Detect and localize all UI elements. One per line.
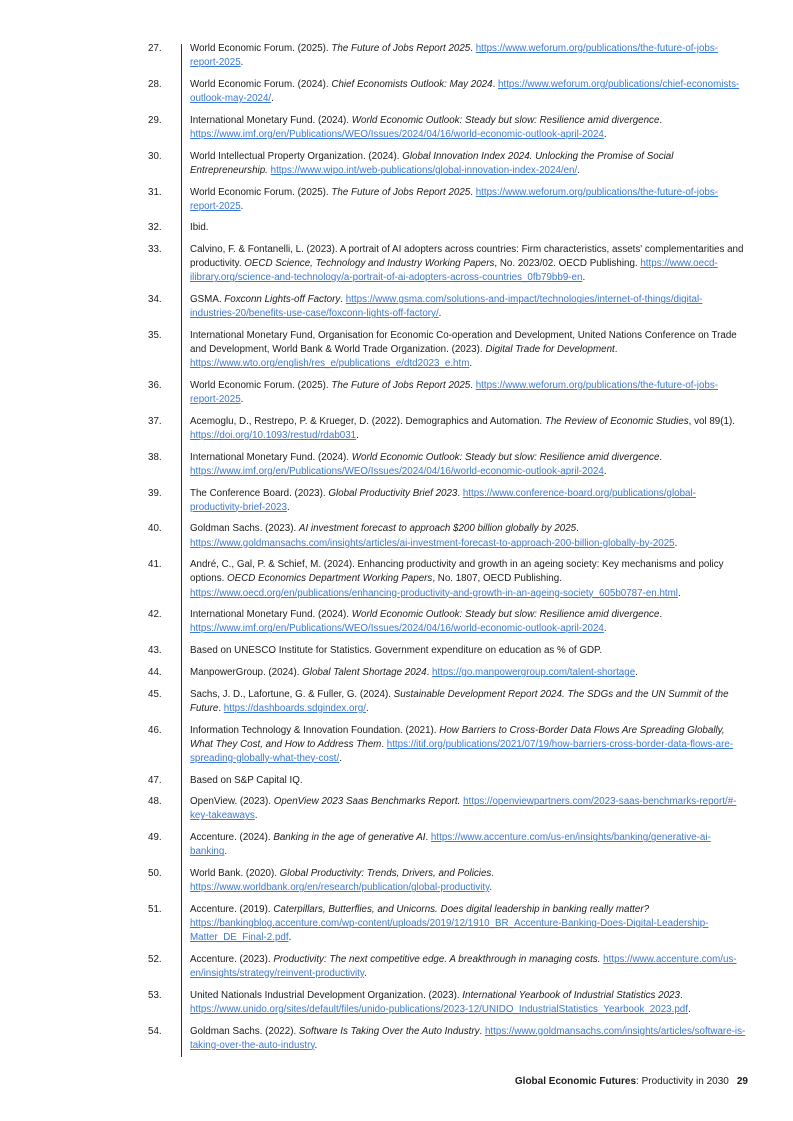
reference-segment: Accenture. (2023). [190,953,274,965]
reference-segment: World Economic Forum. (2025). [190,186,332,198]
reference-text [190,415,746,443]
reference-segment: Sachs, J. D., Lafortune, G. & Fuller, G. (2024). [190,688,394,700]
footer-report-title: Global Economic Futures [514,1076,637,1087]
reference-segment: . [438,308,442,320]
reference-item [0,487,793,515]
reference-text [190,724,746,766]
reference-number: 35. [148,330,162,341]
reference-segment: . [240,200,244,212]
reference-item [0,644,793,658]
reference-link[interactable]: https://itif.org/publications/2021/07/19/how-barriers-cross-border-data-flows-are-spreading-globally-what-they-cost/ [190,738,734,764]
reference-text [190,903,746,945]
reference-segment: . [356,429,359,441]
reference-number: 32. [148,222,162,234]
reference-segment: . [469,358,473,370]
reference-title: How Barriers to Cross-Border Data Flows Are Spreading Globally, What They Cost, and How to Address Them [190,724,725,750]
reference-segment: Calvino, F. & Fontanelli, L. (2023). A portrait of AI adopters across countries: Firm characteristics, assets' complementarities and productivity. [190,244,744,270]
reference-segment: International Monetary Fund, Organisation for Economic Co-operation and Development, United Nations Conference on Trade and Development, World Bank & World Trade Organization. (2023). [190,330,737,356]
reference-segment: . [677,587,681,599]
reference-segment: International Monetary Fund. (2024). [190,451,352,463]
reference-segment: International Monetary Fund. (2024). [190,114,352,126]
reference-text [190,451,746,479]
reference-item [0,186,793,214]
reference-title: The Future of Jobs Report 2025 [331,379,471,391]
reference-segment: Ibid. [190,222,209,234]
reference-segment: André, C., Gal, P. & Schief, M. (2024). Enhancing productivity and growth in an ageing society: Key mechanisms and policy options. [190,559,724,585]
reference-link[interactable]: https://www.oecd-ilibrary.org/science-and-technology/a-portrait-of-ai-adopters-across-countries_0fb79bb9-en [190,258,718,284]
reference-link[interactable]: https://www.imf.org/en/Publications/WEO/Issues/2024/04/16/world-economic-outlook-april-2024 [190,465,604,477]
reference-number: 36. [148,379,162,391]
reference-number: 30. [148,150,162,162]
reference-segment: . [224,846,228,858]
reference-number: 38. [148,451,162,463]
reference-title: Sustainable Development Report 2024. The SDGs and the UN Summit of the Future [190,688,729,714]
reference-item [0,150,793,178]
reference-segment: . [240,57,244,69]
reference-segment: . [659,609,663,621]
reference-segment: Information Technology & Innovation Foundation. (2021). [190,724,440,736]
reference-title: International Yearbook of Industrial Statistics 2023 [462,989,680,1001]
reference-link[interactable]: https://www.accenture.com/us-en/insights/banking/generative-ai-banking [190,832,711,858]
reference-text [190,487,746,515]
reference-item [0,293,793,321]
reference-title: Software Is Taking Over the Auto Industry [298,1025,480,1037]
reference-number: 46. [148,724,162,736]
reference-segment: ManpowerGroup. (2024). [190,666,303,678]
reference-text [190,989,746,1017]
reference-segment: Acemoglu, D., Restrepo, P. & Krueger, D. (2022). Demographics and Automation. [190,415,545,427]
reference-text [190,1025,746,1053]
reference-segment: . [457,487,463,499]
reference-link[interactable]: https://www.wipo.int/web-publications/global-innovation-index-2024/en/ [270,164,578,176]
reference-segment: . [491,868,495,880]
reference-item [0,666,793,680]
page-number: 29 [736,1076,748,1087]
reference-title: Banking in the age of generative AI [273,832,426,844]
reference-item [0,42,793,70]
reference-text [190,795,746,823]
reference-text [190,774,746,788]
reference-title: Caterpillars, Butterflies, and Unicorns. Does digital leadership in banking really matter? [273,904,650,915]
reference-title: Global Productivity Brief 2023 [328,487,458,499]
reference-segment: . [425,832,431,844]
reference-segment: . [659,114,663,126]
reference-segment: . [365,702,369,714]
reference-text [190,867,746,895]
reference-number: 51. [148,904,162,915]
reference-segment: . [674,537,678,549]
reference-title: The Review of Economic Studies [544,415,689,427]
reference-title: Global Productivity: Trends, Drivers, and Policies [279,868,492,880]
reference-title: Chief Economists Outlook: May 2024 [331,78,493,90]
reference-title: Productivity: The next competitive edge. A breakthrough in managing costs. [273,953,601,965]
reference-segment: . [679,989,683,1001]
reference-item [0,221,793,235]
reference-number: 48. [148,796,162,808]
reference-link[interactable]: https://www.wto.org/english/res_e/publications_e/dtd2023_e.htm [190,358,470,370]
reference-segment: . [492,78,499,90]
reference-segment: Based on S&P Capital IQ. [190,774,303,786]
reference-text [190,42,746,70]
reference-text [190,150,746,178]
reference-segment: World Intellectual Property Organization. (2024). [190,150,403,162]
reference-segment: . [286,501,290,513]
reference-text [190,379,746,407]
reference-segment: . [603,465,607,477]
reference-link[interactable]: https://www.unido.org/sites/default/files/unido-publications/2023-12/UNIDO_IndustrialStatistics_Yearbook_2023.pdf [190,1003,688,1015]
reference-link[interactable]: https://www.worldbank.org/en/research/publication/global-productivity [190,882,490,894]
reference-item [0,608,793,636]
reference-title: World Economic Outlook: Steady but slow: Resilience amid divergence [351,609,660,621]
reference-number: 37. [148,415,162,427]
reference-text [190,558,746,600]
reference-segment: Goldman Sachs. (2023). [190,523,299,535]
reference-item [0,1025,793,1053]
reference-segment: . [635,666,638,678]
reference-text [190,186,746,214]
reference-title: OECD Economics Department Working Papers [227,573,433,585]
reference-item [0,989,793,1017]
reference-segment: . [271,92,274,104]
reference-title: The Future of Jobs Report 2025 [331,43,471,54]
reference-link[interactable]: https://www.conference-board.org/publications/global-productivity-brief-2023 [190,487,696,513]
reference-segment: World Economic Forum. (2024). [190,78,332,90]
reference-number: 47. [148,774,162,786]
reference-segment: World Economic Forum. (2025). [190,379,332,391]
footer-separator: : [636,1076,642,1087]
reference-segment: . [603,623,607,635]
reference-segment: . [240,394,244,406]
reference-link[interactable]: https://bankingblog.accenture.com/wp-content/uploads/2019/12/1910_BR_Accenture-Banking-Does-Digital-Leadership-Matter_DE_Final-2.pdf [190,918,709,944]
reference-text [190,953,746,981]
reference-item [0,831,793,859]
reference-title: OpenView 2023 Saas Benchmarks Report. [273,796,461,808]
reference-segment: . [339,752,342,764]
reference-link[interactable]: https://www.goldmansachs.com/insights/articles/software-is-taking-over-the-auto-industry [190,1025,746,1051]
reference-item [0,243,793,285]
reference-segment: . [659,451,663,463]
reference-segment: . [614,344,618,356]
reference-item [0,114,793,142]
reference-number: 27. [148,43,162,54]
reference-link[interactable]: https://www.oecd.org/en/publications/enhancing-productivity-and-growth-in-an-ageing-society_605b0787-en.html [190,587,678,599]
reference-title: Global Innovation Index 2024. Unlocking the Promise of Social Entrepreneurship. [190,150,674,176]
reference-number: 50. [148,868,162,880]
reference-text [190,831,746,859]
reference-segment: World Bank. (2020). [190,868,280,880]
reference-segment: OpenView. (2023). [190,796,274,808]
reference-segment: . [340,294,346,306]
reference-text [190,644,746,658]
reference-text [190,329,746,371]
reference-text [190,293,746,321]
reference-link[interactable]: https://go.manpowergroup.com/talent-shortage [432,666,636,678]
reference-number: 41. [148,559,162,571]
reference-segment: . [687,1003,691,1015]
reference-number: 34. [148,294,162,306]
reference-item [0,903,793,945]
reference-segment: . [381,738,387,750]
reference-segment: . [470,43,476,54]
reference-segment: International Monetary Fund. (2024). [190,609,352,621]
reference-link[interactable]: https://www.weforum.org/publications/the-future-of-jobs-report-2025 [190,43,719,69]
reference-segment: . [254,810,258,822]
reference-number: 33. [148,244,162,256]
reference-item [0,867,793,895]
reference-segment: , No. 1807, OECD Publishing. [432,573,562,585]
reference-segment: GSMA. [190,294,225,306]
reference-number: 53. [148,989,162,1001]
reference-item [0,379,793,407]
reference-title: OECD Science, Technology and Industry Working Papers [244,258,495,270]
reference-title: Global Talent Shortage 2024 [302,666,427,678]
reference-number: 29. [148,114,162,126]
reference-number: 28. [148,78,162,90]
reference-segment: . [470,379,476,391]
reference-segment: . [364,968,367,980]
reference-segment: The Conference Board. (2023). [190,487,329,499]
reference-segment: Based on UNESCO Institute for Statistics. Government expenditure on education as % of GDP. [190,645,603,657]
reference-link[interactable]: https://www.accenture.com/us-en/insights/strategy/reinvent-productivity [190,953,737,980]
reference-segment: Goldman Sachs. (2022). [190,1025,299,1037]
reference-segment: . [489,882,493,894]
reference-segment: . [576,523,579,535]
reference-link[interactable]: https://www.gsma.com/solutions-and-impact/technologies/internet-of-things/digital-industries-20/benefits-use-case/foxconn-lights-off-factory/ [190,294,703,320]
reference-segment: . [577,164,580,176]
reference-number: 52. [148,953,162,965]
reference-segment: World Economic Forum. (2025). [190,43,332,54]
reference-title: Foxconn Lights-off Factory [224,294,341,306]
reference-item [0,724,793,766]
reference-segment: , vol 89(1). [688,415,735,427]
reference-number: 31. [148,186,162,198]
reference-link[interactable]: https://openviewpartners.com/2023-saas-benchmarks-report/#-key-takeaways [190,796,737,822]
reference-title: Digital Trade for Development [485,344,615,356]
footer-subtitle: Productivity in 2030 [641,1076,729,1087]
reference-item [0,558,793,600]
reference-segment: . [479,1025,485,1037]
reference-item [0,688,793,716]
reference-item [0,451,793,479]
reference-link[interactable]: https://www.weforum.org/publications/chief-economists-outlook-may-2024/ [190,78,740,104]
reference-number: 42. [148,609,162,621]
reference-text [190,608,746,636]
reference-title: The Future of Jobs Report 2025 [331,186,471,198]
reference-segment: . [314,1039,318,1051]
reference-link[interactable]: https://www.imf.org/en/Publications/WEO/Issues/2024/04/16/world-economic-outlook-april-2024 [190,623,604,635]
reference-number: 49. [148,832,162,844]
reference-item [0,953,793,981]
reference-link[interactable]: https://doi.org/10.1093/restud/rdab031 [190,429,357,441]
reference-number: 40. [148,523,162,535]
reference-segment: . [582,272,586,284]
reference-segment: . [603,128,607,140]
reference-text [190,243,746,285]
reference-segment: Accenture. (2024). [190,832,274,844]
reference-title: World Economic Outlook: Steady but slow: Resilience amid divergence [351,451,660,463]
reference-text [190,221,746,235]
reference-text [190,114,746,142]
reference-number: 39. [148,487,162,499]
reference-text [190,688,746,716]
page-footer [515,1076,748,1087]
reference-number: 44. [148,666,162,678]
reference-link[interactable]: https://www.weforum.org/publications/the-future-of-jobs-report-2025 [190,186,719,212]
reference-link[interactable]: https://www.imf.org/en/Publications/WEO/Issues/2024/04/16/world-economic-outlook-april-2024 [190,128,604,140]
reference-segment: United Nationals Industrial Development Organization. (2023). [190,989,463,1001]
reference-text [190,522,746,550]
reference-segment: . [288,932,292,944]
reference-number: 43. [148,645,162,657]
reference-link[interactable]: https://www.goldmansachs.com/insights/articles/ai-investment-forecast-to-approach-200-billion-globally-by-2025 [190,537,675,549]
reference-segment: , No. 2023/02. OECD Publishing. [494,258,641,270]
reference-item [0,78,793,106]
reference-item [0,774,793,788]
reference-text [190,78,746,106]
reference-list [0,42,793,1061]
reference-segment: . [218,702,224,714]
reference-segment: . [426,666,433,678]
reference-title: World Economic Outlook: Steady but slow: Resilience amid divergence [351,114,660,126]
reference-item [0,329,793,371]
reference-item [0,415,793,443]
reference-number: 45. [148,688,162,700]
reference-number: 54. [148,1025,162,1037]
reference-link[interactable]: https://dashboards.sdgindex.org/ [223,702,366,714]
reference-item [0,522,793,550]
reference-text [190,666,746,680]
reference-segment: . [470,186,476,198]
reference-item [0,795,793,823]
reference-segment: Accenture. (2019). [190,904,274,915]
reference-link[interactable]: https://www.weforum.org/publications/the-future-of-jobs-report-2025 [190,379,719,406]
reference-title: AI investment forecast to approach $200 billion globally by 2025 [298,523,577,535]
